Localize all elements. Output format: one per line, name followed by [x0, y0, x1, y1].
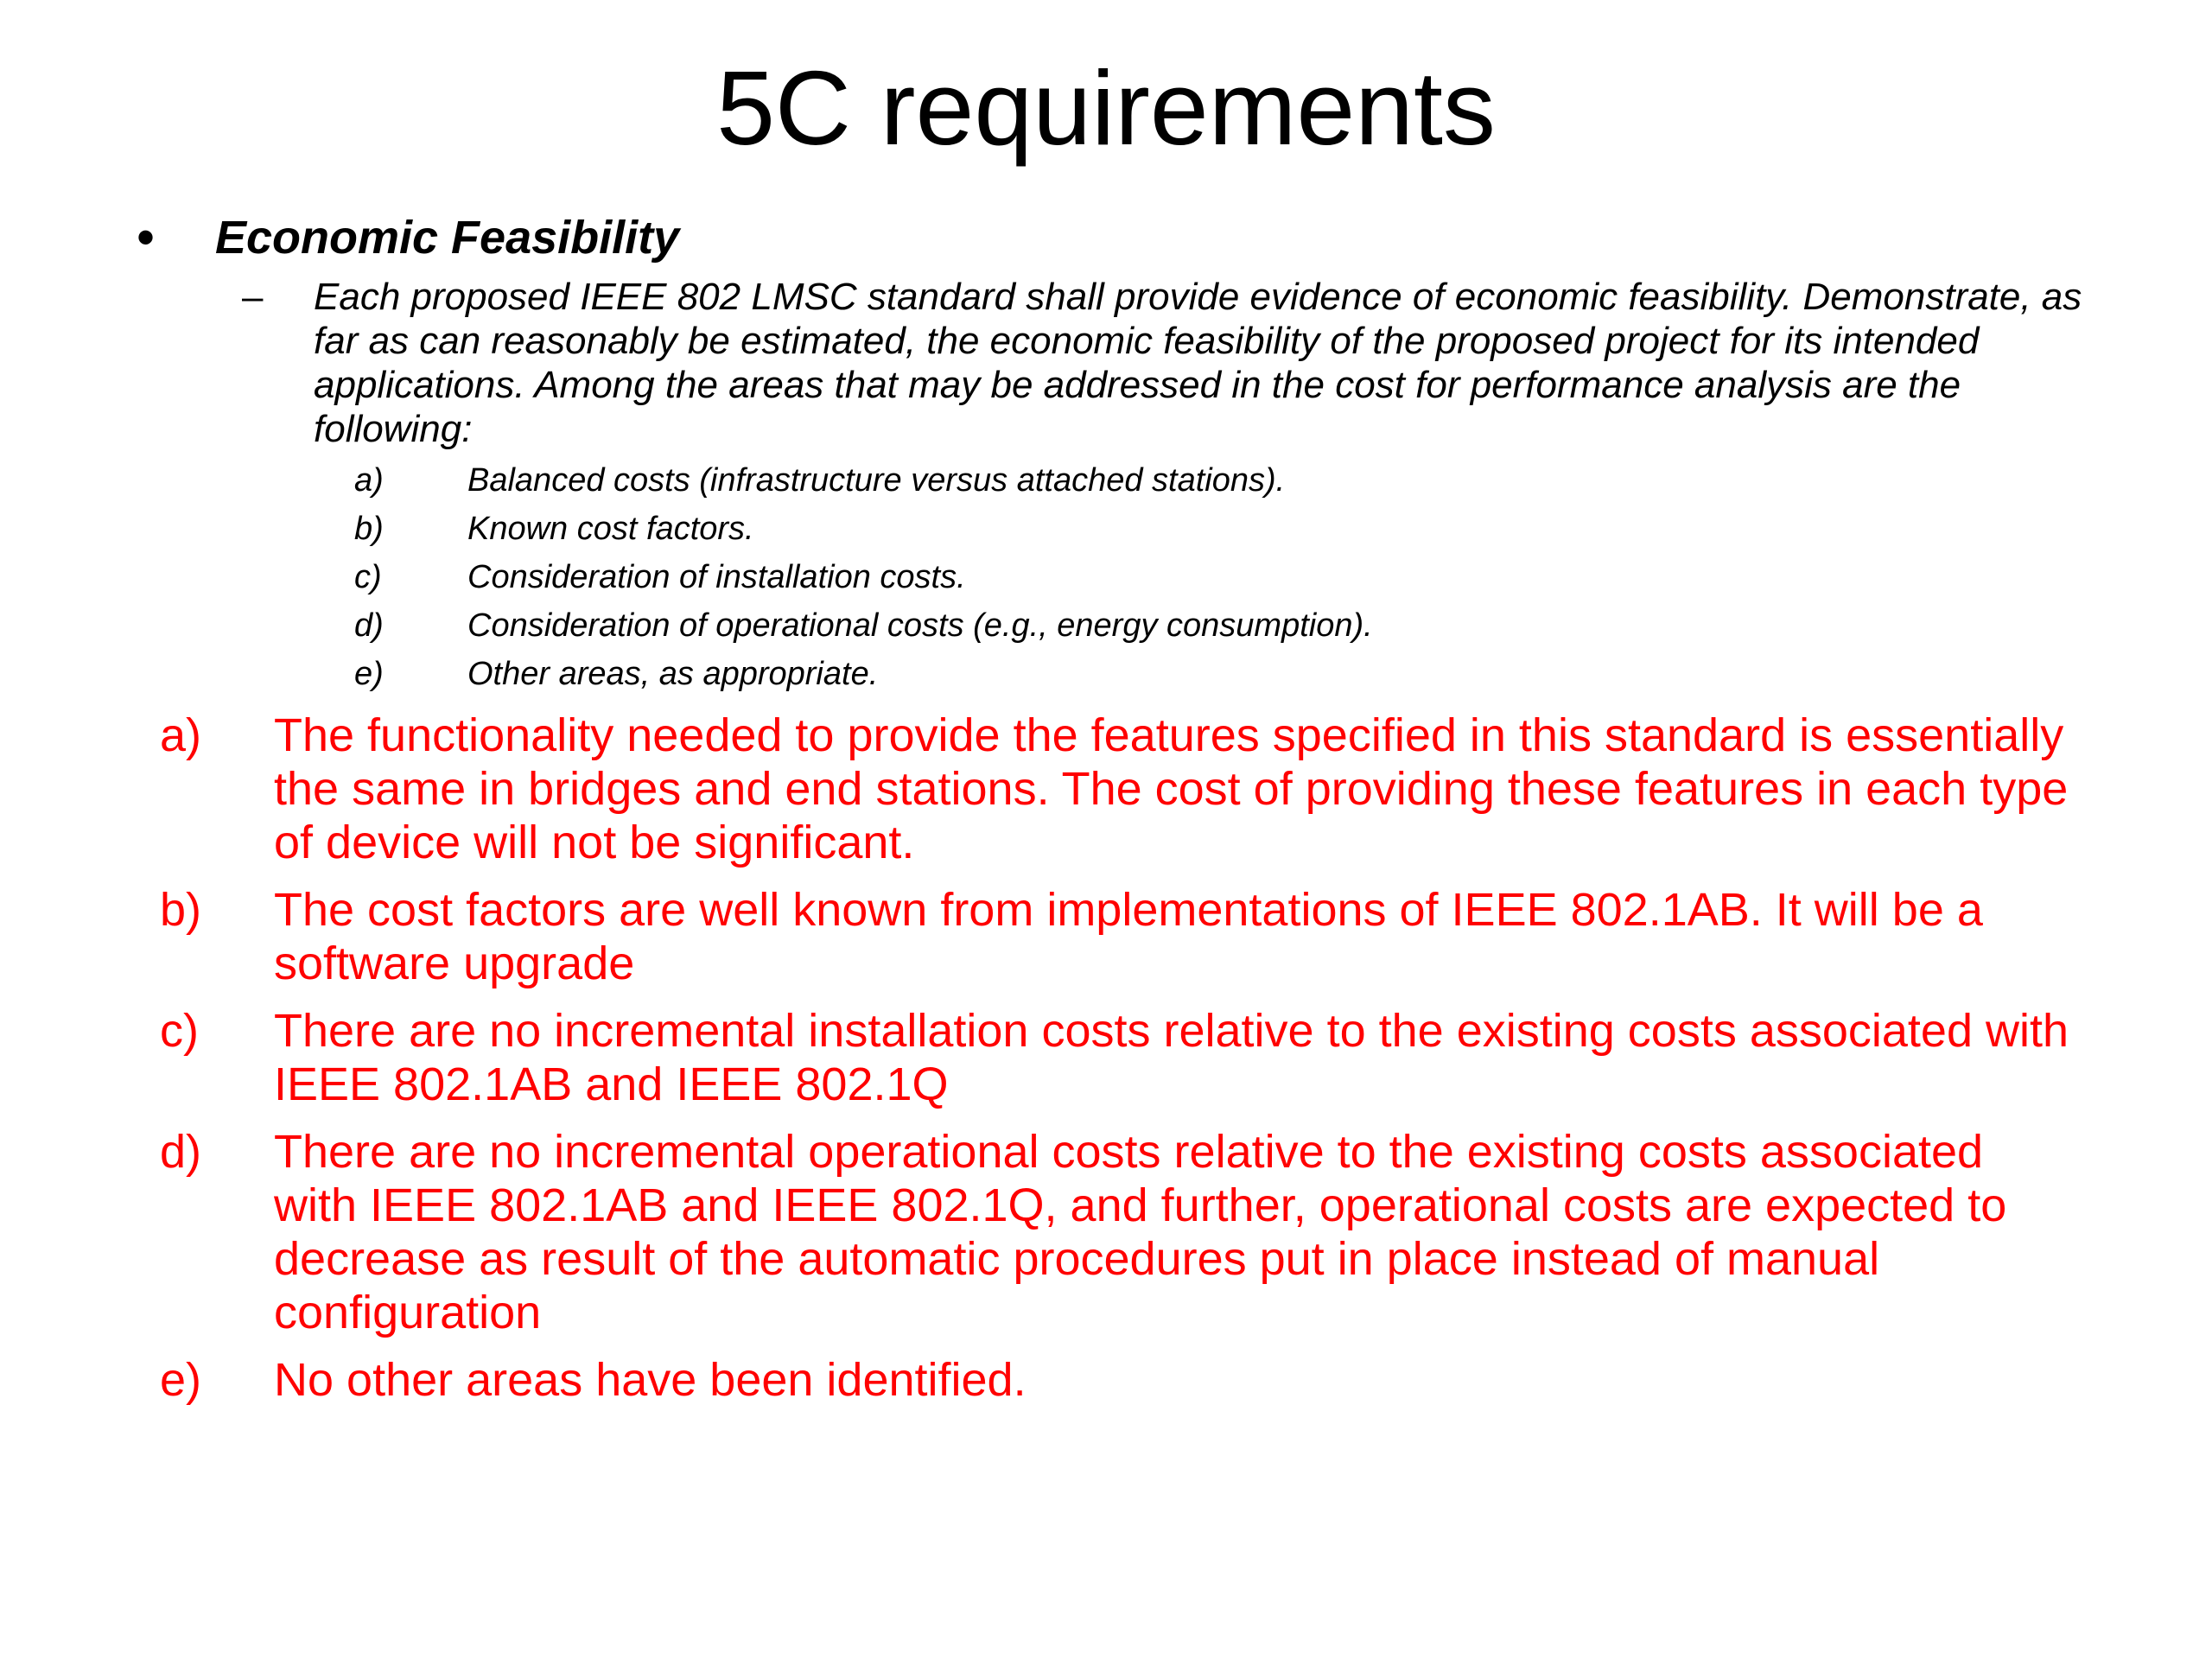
response-item-e — [160, 1353, 2078, 1407]
area-item-e — [354, 650, 1373, 698]
bullet-economic-feasibility — [137, 203, 679, 272]
response-label: c) — [160, 1005, 199, 1057]
response-text: No other areas have been identified. — [274, 1354, 1027, 1406]
response-text: There are no incremental installation costs relative to the existing costs associated with IEEE 802.1AB and IEEE 802.1Q — [274, 1005, 2069, 1110]
area-label: d) — [354, 607, 384, 644]
area-label: e) — [354, 655, 384, 692]
area-item-d — [354, 601, 1373, 650]
response-label: d) — [160, 1126, 202, 1178]
area-item-b — [354, 505, 1373, 553]
area-text: Known cost factors. — [467, 510, 754, 547]
response-item-a — [160, 709, 2078, 869]
response-item-c — [160, 1004, 2078, 1111]
response-text: There are no incremental operational costs relative to the existing costs associated with IEEE 802.1AB and IEEE 802.1Q, and further, operational costs are expected to decrease as result of the automatic procedures put in place instead of manual configuration — [274, 1126, 2007, 1338]
response-text: The cost factors are well known from implementations of IEEE 802.1AB. It will be a software upgrade — [274, 884, 1983, 989]
area-item-a — [354, 456, 1373, 505]
response-label: b) — [160, 884, 202, 936]
area-text: Balanced costs (infrastructure versus attached stations). — [467, 461, 1286, 499]
sub-bullet-marker: – — [242, 276, 264, 318]
sub-bullet — [242, 275, 2100, 451]
response-text: The functionality needed to provide the features specified in this standard is essentially the same in bridges and end stations. The cost of providing these features in each type of device will not be significant. — [274, 709, 2069, 868]
response-label: e) — [160, 1354, 202, 1406]
sub-bullet-text: Each proposed IEEE 802 LMSC standard shall provide evidence of economic feasibility. Demonstrate, as far as can reasonably be estimated, the economic feasibility of the proposed project for its intended applications. Among the areas that may be addressed in the cost for performance analysis are the following: — [314, 276, 2082, 450]
bullet-heading: Economic Feasibility — [215, 212, 680, 264]
slide-title: 5C requirements — [716, 49, 1496, 167]
bullet-marker: • — [137, 208, 156, 266]
area-text: Consideration of operational costs (e.g., energy consumption). — [467, 607, 1373, 644]
response-item-d — [160, 1125, 2078, 1339]
response-item-b — [160, 883, 2078, 990]
area-label: b) — [354, 510, 384, 547]
areas-list — [354, 456, 1373, 698]
area-label: a) — [354, 461, 384, 499]
area-text: Consideration of installation costs. — [467, 558, 966, 595]
responses-list — [160, 709, 2078, 1421]
area-text: Other areas, as appropriate. — [467, 655, 879, 692]
area-item-c — [354, 553, 1373, 601]
area-label: c) — [354, 558, 382, 595]
response-label: a) — [160, 709, 202, 761]
